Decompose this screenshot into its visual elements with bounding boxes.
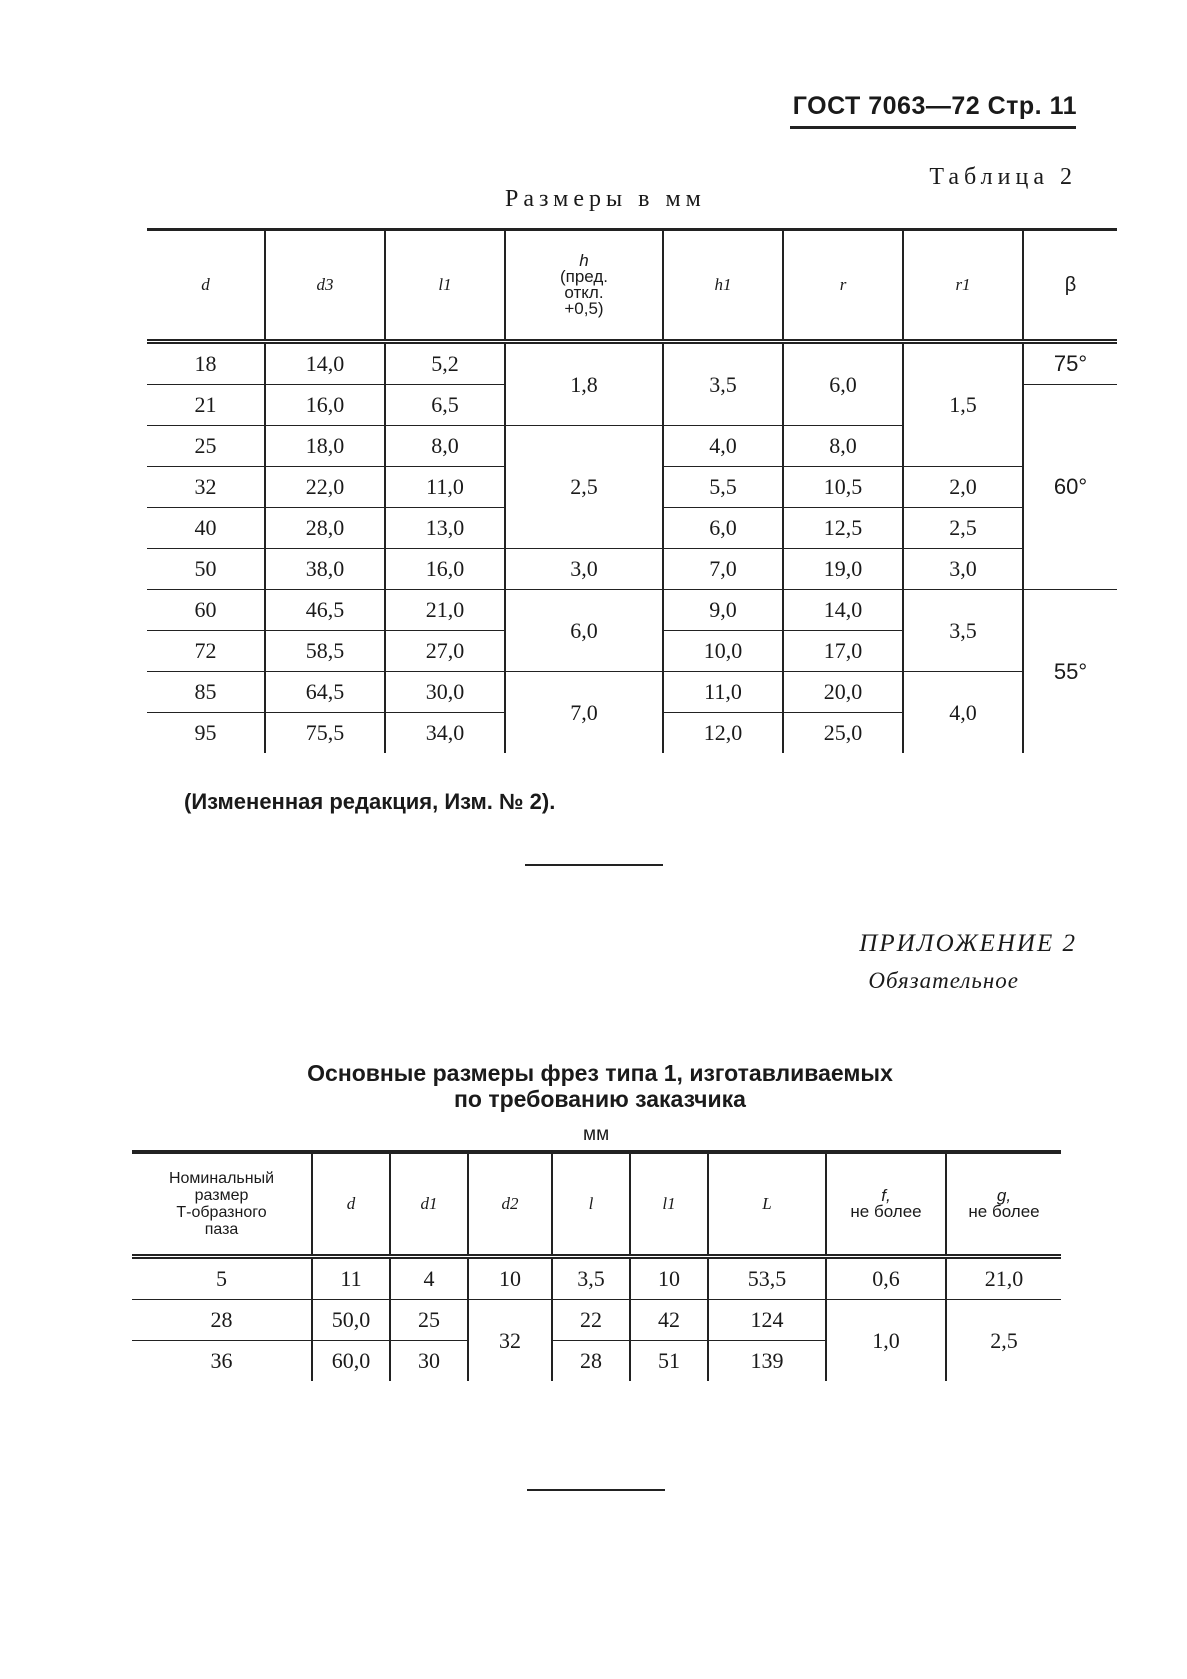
t2-h: 7,0 [505,672,663,754]
t3-d2: 32 [468,1300,552,1382]
t2-col-h-l1: h [579,251,589,270]
table3-units: мм [583,1124,610,1145]
t2-d: 95 [194,720,217,745]
t2-beta: 75° [1023,342,1117,385]
t2-d: 85 [147,672,265,713]
t2-d3: 28,0 [265,508,385,549]
t2-h1: 9,0 [663,590,783,631]
t3-nominal: 28 [132,1300,312,1341]
t2-l1: 5,2 [385,342,505,385]
t3-L: 139 [708,1341,826,1382]
t3-d: 11 [312,1257,390,1300]
table3-header-row [132,1152,1061,1257]
t2-d: 32 [147,467,265,508]
table3-title [230,1060,970,1112]
t2-col-r: r [783,230,903,342]
t2-col-h1: h1 [663,230,783,342]
t2-d3: 58,5 [265,631,385,672]
t3-col-nominal [132,1152,312,1257]
t3-col-g-l1: g, [996,1186,1012,1205]
t2-l1: 34,0 [385,713,505,754]
table2-caption: Таблица 2 [929,164,1077,190]
t2-beta: 55° [1023,590,1117,754]
t2-d3: 46,5 [265,590,385,631]
t2-d3: 14,0 [265,342,385,385]
t3-L: 124 [708,1300,826,1341]
t2-col-beta: β [1023,230,1117,342]
t2-r1: 2,0 [903,467,1023,508]
t3-l1: 10 [630,1257,708,1300]
t2-d3: 18,0 [265,426,385,467]
table2-units: Размеры в мм [505,186,706,212]
amendment-note: (Измененная редакция, Изм. № 2). [184,789,556,814]
t2-col-h-l4: +0,5) [564,299,604,318]
t3-L: 53,5 [708,1257,826,1300]
t3-l: 3,5 [552,1257,630,1300]
t3-col-l: l [552,1152,630,1257]
t2-d3: 22,0 [265,467,385,508]
t2-h: 3,0 [505,549,663,590]
t2-r: 10,5 [783,467,903,508]
t2-h1: 11,0 [663,672,783,713]
appendix-subtitle: Обязательное [868,968,1019,993]
t3-g: 2,5 [946,1300,1061,1382]
table3 [132,1150,1061,1381]
t2-r: 8,0 [783,426,903,467]
t2-d3: 38,0 [265,549,385,590]
t3-g: 21,0 [946,1257,1061,1300]
t2-d: 40 [147,508,265,549]
t2-col-d: d [147,230,265,342]
t3-l1: 42 [630,1300,708,1341]
t2-l1: 21,0 [385,590,505,631]
t2-h: 1,8 [505,342,663,426]
t2-d: 25 [147,426,265,467]
t2-h1: 3,5 [663,342,783,426]
t2-r: 12,5 [783,508,903,549]
t2-col-h [505,230,663,342]
t2-col-d3: d3 [265,230,385,342]
t3-col-L: L [708,1152,826,1257]
header-rule [790,126,1076,129]
table2 [147,228,1117,753]
t2-r1: 1,5 [903,342,1023,467]
t3-col-nominal-l4: паза [204,1221,239,1238]
appendix-title: ПРИЛОЖЕНИЕ 2 [859,930,1077,957]
t2-d: 18 [147,342,265,385]
t2-d: 72 [147,631,265,672]
table-row [132,1300,1061,1341]
page-header: ГОСТ 7063—72 Стр. 11 [792,92,1077,120]
t2-l1: 11,0 [385,467,505,508]
t3-col-d2: d2 [468,1152,552,1257]
t2-h: 2,5 [505,426,663,549]
t2-h1: 10,0 [663,631,783,672]
t2-r: 17,0 [783,631,903,672]
t3-l1: 51 [630,1341,708,1382]
t3-d1: 30 [390,1341,468,1382]
t3-d: 60,0 [312,1341,390,1382]
t3-col-f-l1: f, [881,1186,891,1205]
t3-col-l1: l1 [630,1152,708,1257]
t3-d1: 25 [390,1300,468,1341]
t2-d3: 75,5 [265,713,385,754]
t3-col-f-l2: не более [850,1202,922,1221]
separator-line [527,1489,665,1491]
t2-r1: 4,0 [903,672,1023,754]
t2-r: 19,0 [783,549,903,590]
t3-col-nominal-l2: размер [194,1187,249,1204]
table2-header-row [147,230,1117,342]
t2-l1: 6,5 [385,385,505,426]
t2-col-r1: r1 [903,230,1023,342]
t2-l1: 13,0 [385,508,505,549]
t2-r1: 3,0 [903,549,1023,590]
t2-d: 50 [147,549,265,590]
t3-col-g-l2: не более [968,1202,1040,1221]
table3-title-line2: по требованию заказчика [454,1086,746,1112]
t2-r: 6,0 [783,342,903,426]
t2-col-l1: l1 [385,230,505,342]
t2-l1: 16,0 [385,549,505,590]
table-row [147,590,1117,631]
t2-r1: 2,5 [903,508,1023,549]
t2-r: 25,0 [783,713,903,754]
t3-d1: 4 [390,1257,468,1300]
t3-col-d1: d1 [390,1152,468,1257]
t2-col-h-l2: (пред. [559,267,609,286]
table-row [147,672,1117,713]
t2-r: 20,0 [783,672,903,713]
t3-nominal: 36 [210,1348,233,1373]
t3-l: 28 [552,1341,630,1382]
t3-l: 22 [552,1300,630,1341]
t2-h1: 12,0 [663,713,783,754]
t3-col-g [946,1152,1061,1257]
t2-h: 6,0 [505,590,663,672]
t2-h1: 6,0 [663,508,783,549]
t2-beta: 60° [1023,385,1117,590]
t2-d: 21 [147,385,265,426]
t3-col-f [826,1152,946,1257]
separator-line [525,864,663,866]
t3-col-nominal-l1: Номинальный [168,1170,275,1187]
t2-h1: 7,0 [663,549,783,590]
t3-nominal: 5 [132,1257,312,1300]
t3-f: 1,0 [826,1300,946,1382]
t3-d2: 10 [468,1257,552,1300]
table-row [132,1257,1061,1300]
t2-r1: 3,5 [903,590,1023,672]
table-row [147,549,1117,590]
t2-l1: 27,0 [385,631,505,672]
t2-h1: 4,0 [663,426,783,467]
t3-d: 50,0 [312,1300,390,1341]
t2-col-h-l3: откл. [564,283,604,302]
t2-l1: 30,0 [385,672,505,713]
t2-l1: 8,0 [385,426,505,467]
t3-col-d: d [312,1152,390,1257]
t2-d3: 16,0 [265,385,385,426]
table-row [147,342,1117,385]
t2-d3: 64,5 [265,672,385,713]
t2-r: 14,0 [783,590,903,631]
t3-col-nominal-l3: Т-образного [176,1204,267,1221]
t3-f: 0,6 [826,1257,946,1300]
table3-title-line1: Основные размеры фрез типа 1, изготавливаемых [307,1060,893,1086]
t2-d: 60 [147,590,265,631]
t2-h1: 5,5 [663,467,783,508]
